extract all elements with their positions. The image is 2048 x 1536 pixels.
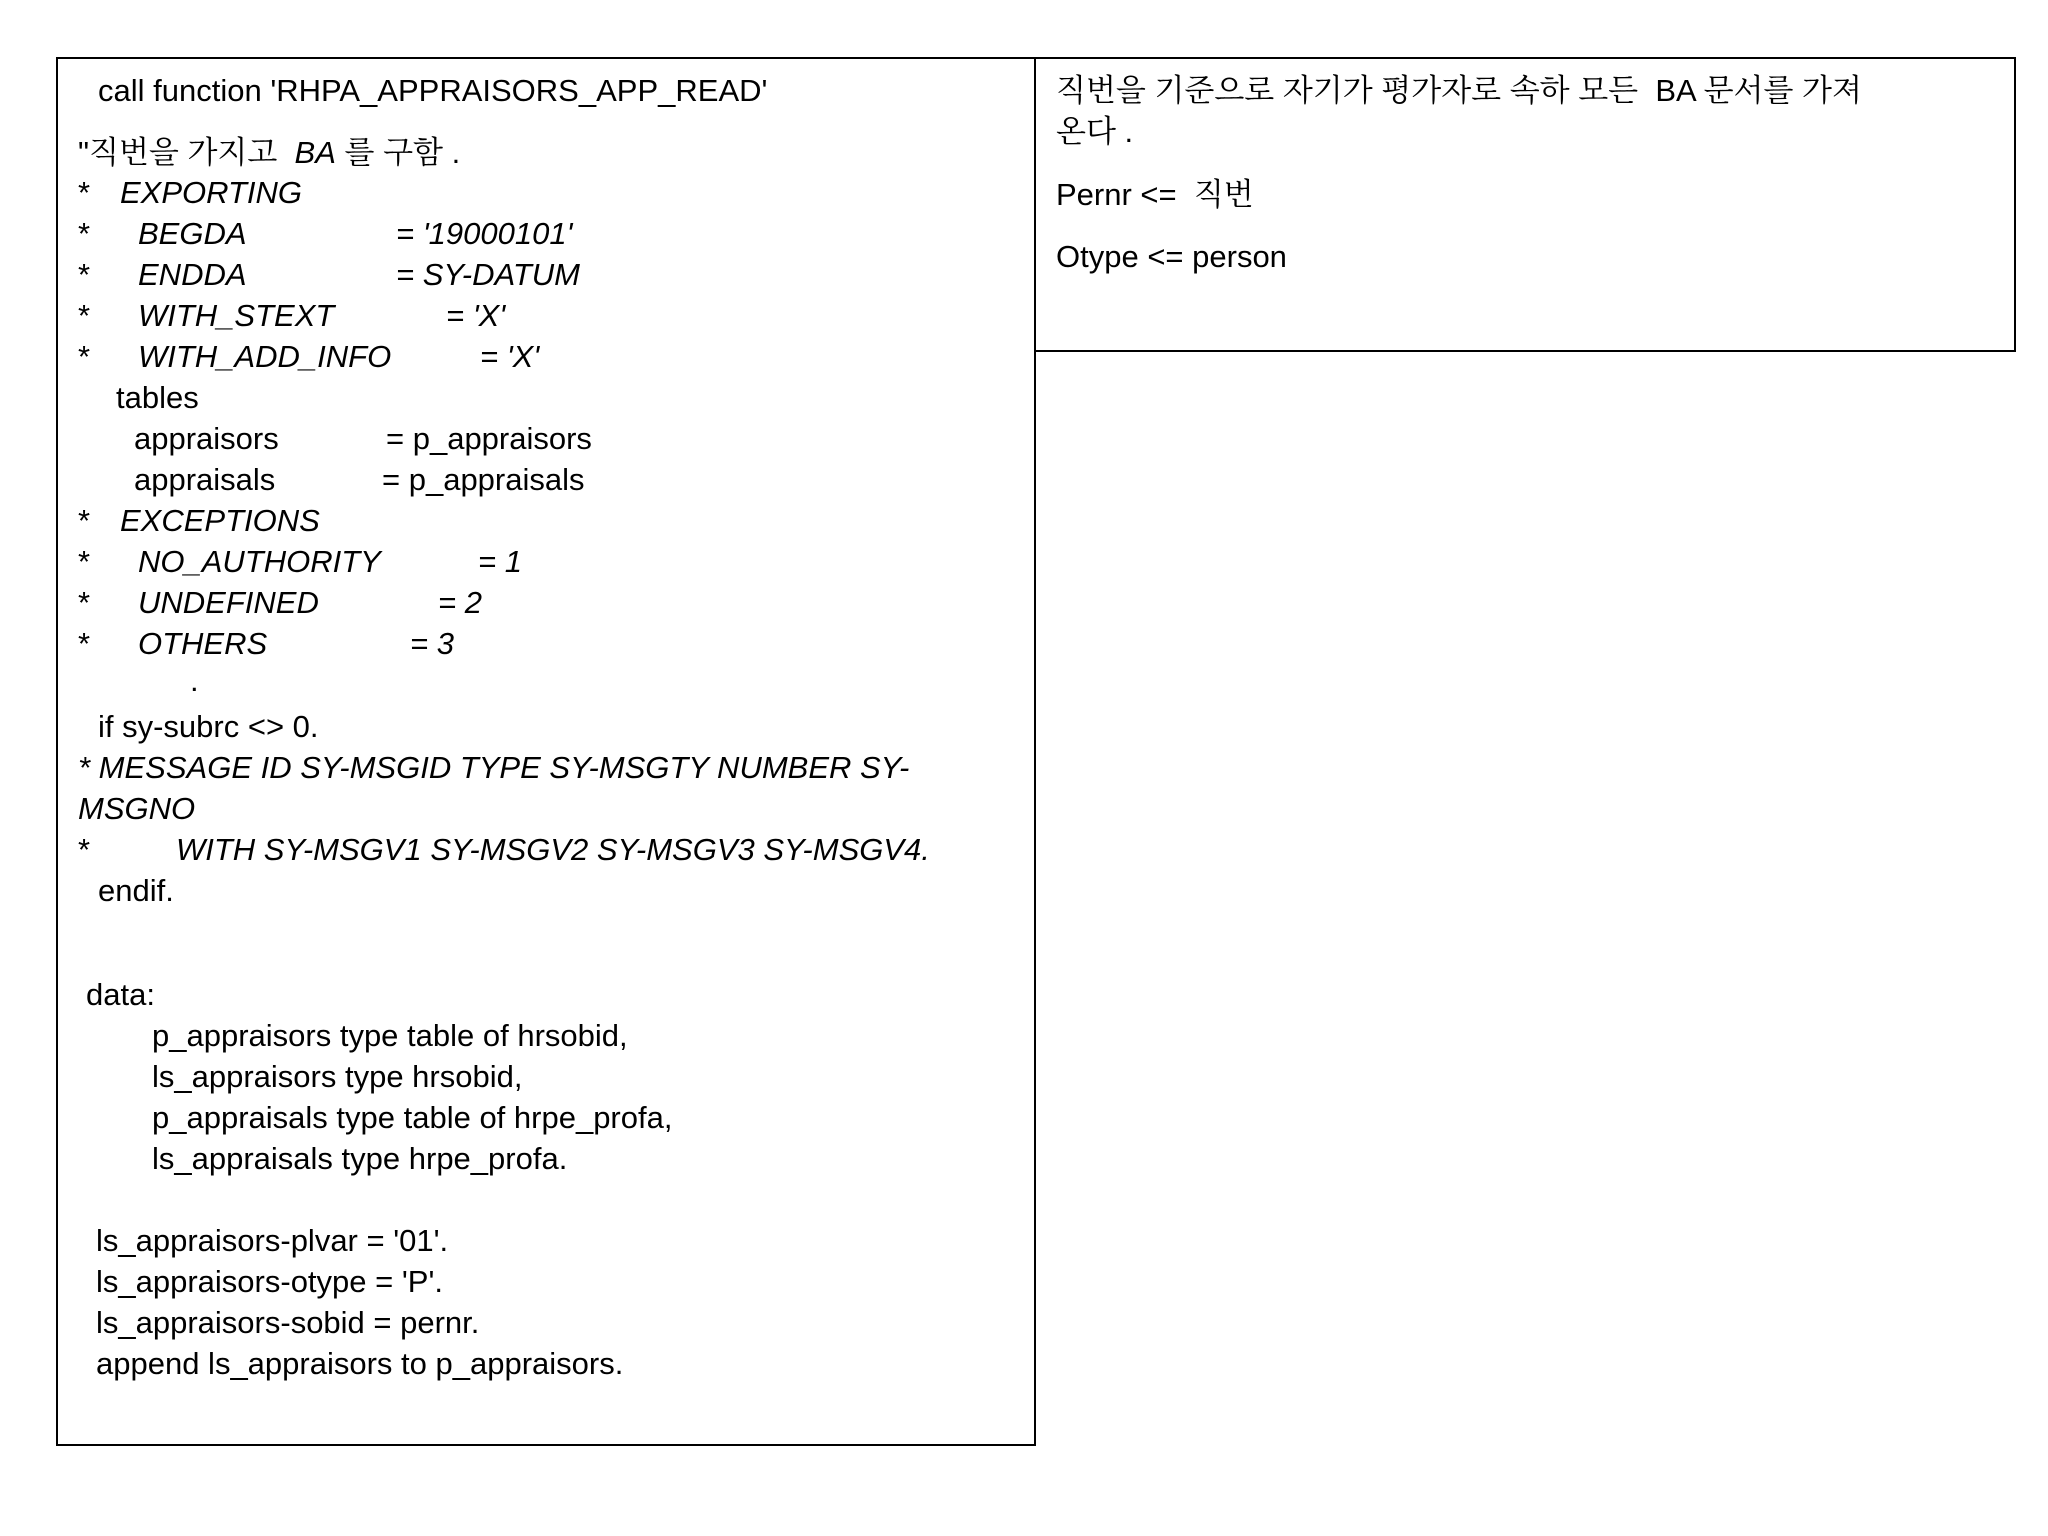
- assignment-line: ls_appraisors-plvar = '01'.: [96, 1223, 449, 1258]
- description-continuation: 온다 .: [1056, 114, 1134, 149]
- declaration-line: p_appraisals type table of hrpe_profa,: [152, 1100, 673, 1135]
- with-add-info-param: WITH_ADD_INFO: [138, 339, 392, 374]
- exporting-keyword: EXPORTING: [120, 175, 303, 210]
- message-comment-continuation: MSGNO: [78, 791, 196, 826]
- appraisors-param: appraisors: [134, 421, 279, 456]
- star-marker: *: [78, 257, 91, 292]
- undefined-value: = 2: [438, 585, 482, 620]
- with-stext-value: = 'X': [446, 298, 506, 333]
- star-marker: *: [78, 298, 91, 333]
- description-line: 직번을 기준으로 자기가 평가자로 속하 모든 BA 문서를 가져: [1056, 73, 1862, 108]
- others-value: = 3: [410, 626, 454, 661]
- appraisors-value: = p_appraisors: [386, 421, 592, 456]
- comment-line: [78, 135, 460, 171]
- exceptions-keyword: EXCEPTIONS: [120, 503, 320, 538]
- endda-value: = SY-DATUM: [396, 257, 581, 292]
- star-marker: *: [78, 832, 91, 867]
- comment-korean: 직번을 가지고: [89, 135, 278, 170]
- otype-mapping: Otype <= person: [1056, 239, 1287, 274]
- begda-value: = '19000101': [396, 216, 573, 251]
- with-add-info-value: = 'X': [480, 339, 540, 374]
- declaration-line: ls_appraisals type hrpe_profa.: [152, 1141, 568, 1176]
- star-marker: *: [78, 503, 91, 538]
- star-marker: *: [78, 175, 91, 210]
- with-msgv-line: WITH SY-MSGV1 SY-MSGV2 SY-MSGV3 SY-MSGV4.: [176, 832, 930, 867]
- tables-keyword: tables: [116, 380, 199, 415]
- declaration-line: ls_appraisors type hrsobid,: [152, 1059, 523, 1094]
- others-param: OTHERS: [138, 626, 268, 661]
- comment-prefix: ": [78, 135, 90, 170]
- call-function-line: call function 'RHPA_APPRAISORS_APP_READ': [98, 73, 768, 108]
- assignment-line: ls_appraisors-otype = 'P'.: [96, 1264, 443, 1299]
- no-authority-value: = 1: [478, 544, 522, 579]
- no-authority-param: NO_AUTHORITY: [138, 544, 381, 579]
- note-panel: [1034, 57, 2016, 352]
- comment-suffix: 를 구함 .: [344, 135, 461, 170]
- message-comment-line: * MESSAGE ID SY-MSGID TYPE SY-MSGTY NUMBER SY-: [78, 750, 910, 785]
- star-marker: *: [78, 339, 91, 374]
- undefined-param: UNDEFINED: [138, 585, 319, 620]
- begda-param: BEGDA: [138, 216, 247, 251]
- endda-param: ENDDA: [138, 257, 247, 292]
- star-marker: *: [78, 585, 91, 620]
- statement-period: .: [190, 663, 199, 698]
- if-statement: if sy-subrc <> 0.: [98, 709, 319, 744]
- star-marker: *: [78, 544, 91, 579]
- endif-statement: endif.: [98, 873, 174, 908]
- assignment-line: ls_appraisors-sobid = pernr.: [96, 1305, 480, 1340]
- appraisals-param: appraisals: [134, 462, 276, 497]
- data-keyword: data:: [86, 977, 155, 1012]
- star-marker: *: [78, 626, 91, 661]
- star-marker: *: [78, 216, 91, 251]
- pernr-mapping: Pernr <= 직번: [1056, 177, 1254, 212]
- with-stext-param: WITH_STEXT: [138, 298, 335, 333]
- comment-ba: BA: [294, 135, 336, 170]
- append-statement: append ls_appraisors to p_appraisors.: [96, 1346, 624, 1381]
- code-panel: [56, 57, 1036, 1446]
- declaration-line: p_appraisors type table of hrsobid,: [152, 1018, 628, 1053]
- appraisals-value: = p_appraisals: [382, 462, 585, 497]
